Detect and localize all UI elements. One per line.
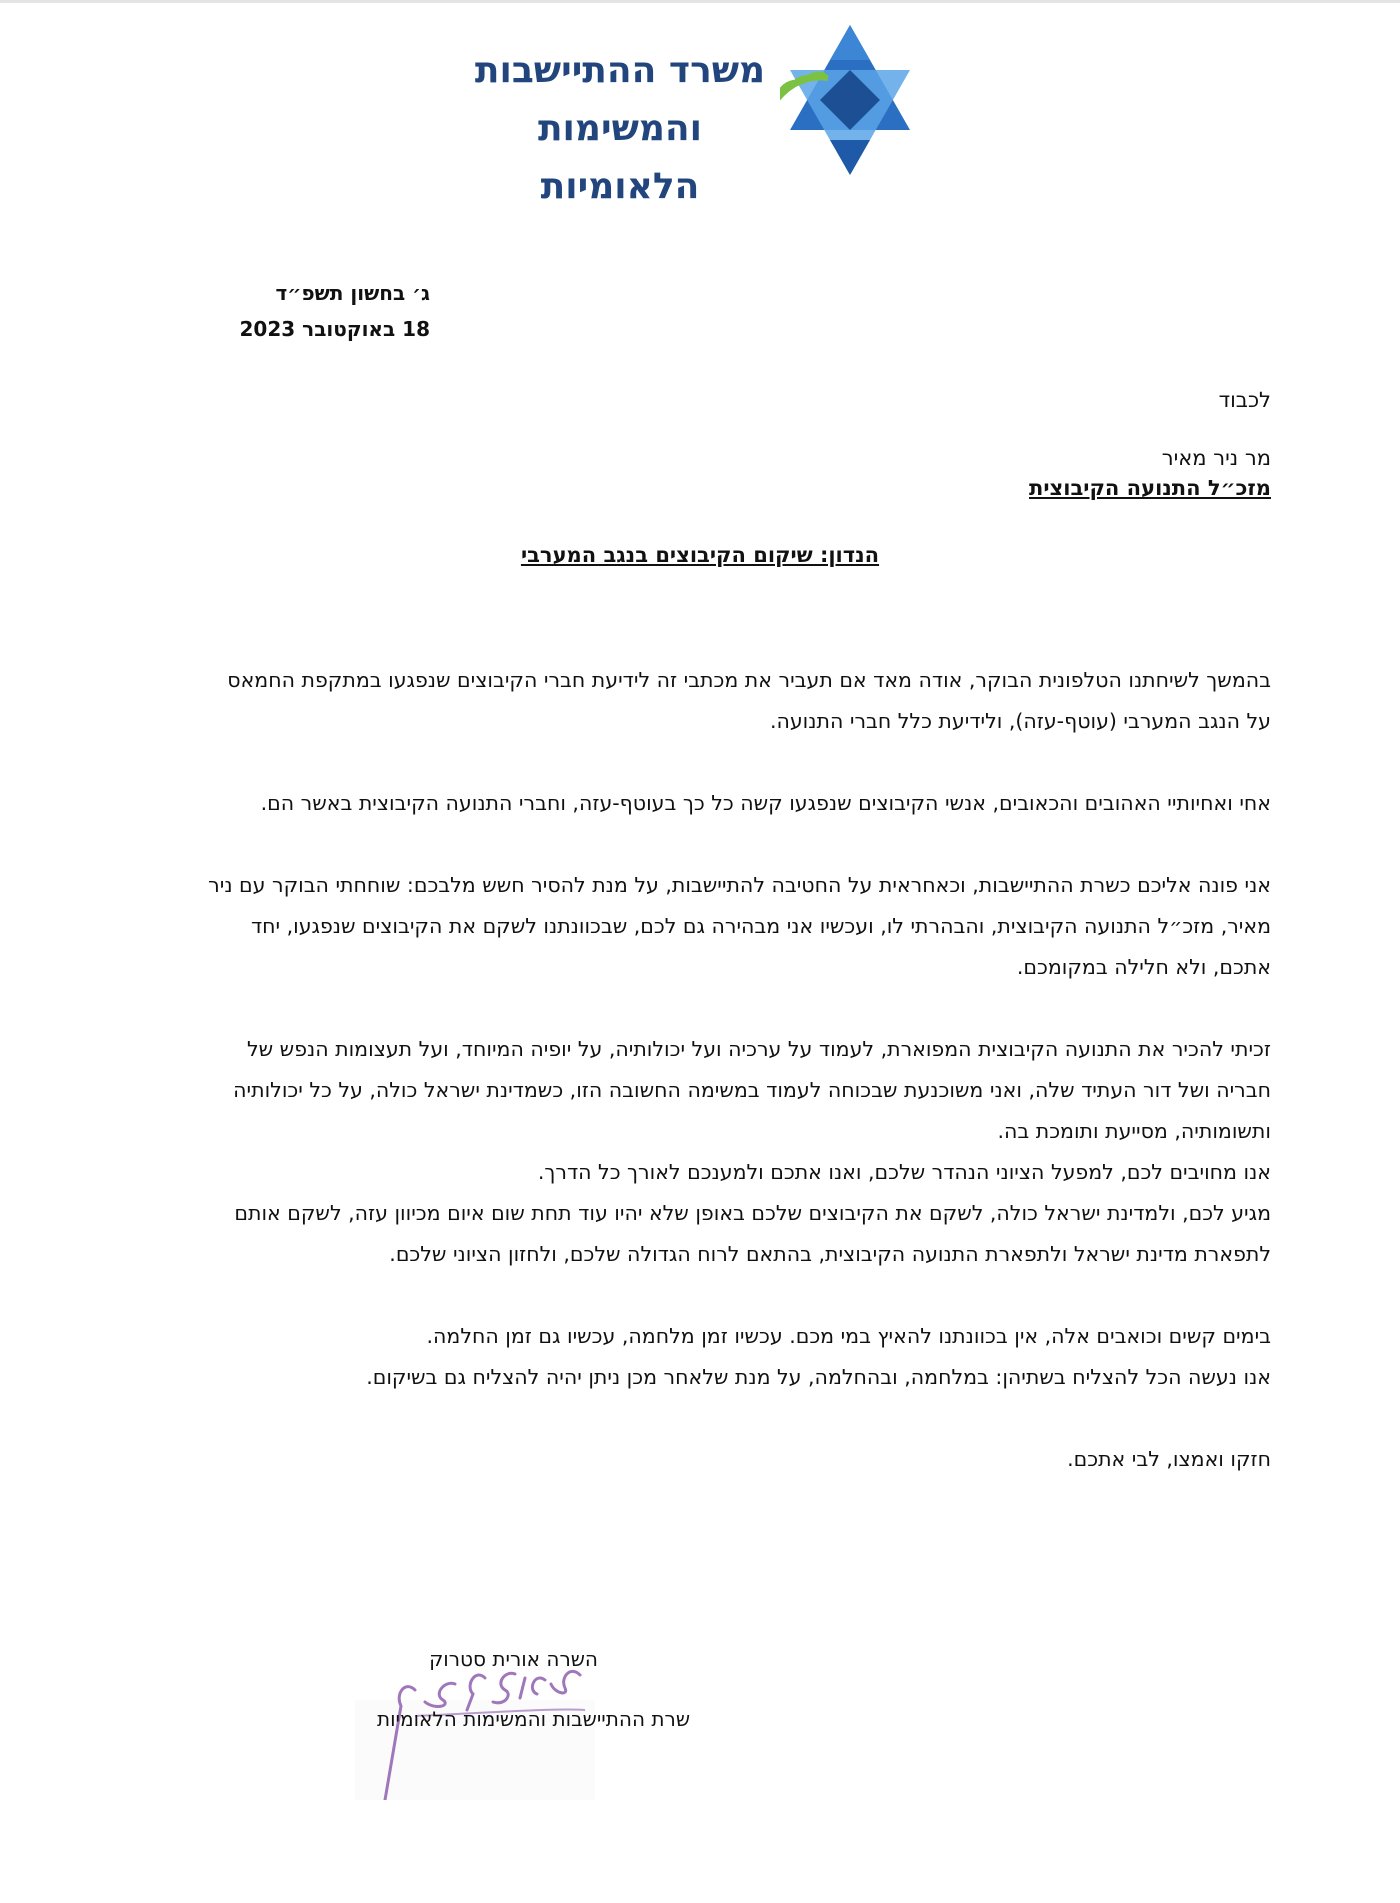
body-paragraph: אנו מחויבים לכם, למפעל הציוני הנהדר שלכם, ואנו אתכם ולמענכם לאורך כל הדרך. [537, 1160, 1271, 1184]
body-paragraph: אחי ואחיותיי האהובים והכאובים, אנשי הקיבוצים שנפגעו קשה כל כך בעוטף-עזה, וחברי התנועה הקיבוצית באשר הם. [260, 791, 1271, 815]
body-paragraph: זכיתי להכיר את התנועה הקיבוצית המפוארת, לעמוד על ערכיה ועל יכולותיה, על יופיה המיוחד, ועל תעצומות הנפש של חבריה ושל דור העתיד שלה, ואני משוכנעת שבכוחה לעמוד במשימה החשובה הזו, כשמדינת ישראל כולה, על כל יכולותיה ותשומותיה, מסייעת ותומכת בה. [233, 1037, 1271, 1143]
gregorian-date: 18 באוקטובר 2023 [239, 317, 430, 341]
body-paragraph: מגיע לכם, ולמדינת ישראל כולה, לשקם את הקיבוצים שלכם באופן שלא יהיו עוד תחת שום איום מכיוון עזה, לשקם אותם לתפארת מדינת ישראל ולתפארת התנועה הקיבוצית, בהתאם לרוח הגדולה שלכם, ולחזון הציוני שלכם. [234, 1201, 1271, 1266]
subject-line: הנדון: שיקום הקיבוצים בנגב המערבי [520, 543, 880, 567]
body-paragraph: אני פונה אליכם כשרת ההתיישבות, וכאחראית על החטיבה להתיישבות, על מנת להסיר חשש מלבכם: שוחחתי הבוקר עם ניר מאיר, מזכ״ל התנועה הקיבוצית, והבהרתי לו, ועכשיו אני מבהירה גם לכם, שבכוונתנו לשקם את הקיבוצים שנפגעו, יחד אתכם, ולא חלילה במקומכם. [208, 873, 1271, 979]
addressee-role: מזכ״ל התנועה הקיבוצית [1029, 476, 1271, 500]
addressee-name: מר ניר מאיר [1161, 446, 1271, 470]
letter-body [200, 660, 1271, 1521]
body-paragraph: בימים קשים וכואבים אלה, אין בכוונתנו להאיץ במי מכם. עכשיו זמן מלחמה, עכשיו גם זמן החלמה. [426, 1324, 1271, 1348]
letter-dates [160, 275, 430, 347]
signatory-title: שרת ההתיישבות והמשימות הלאומיות [376, 1707, 690, 1731]
ministry-name-line2: והמשימות הלאומיות [537, 108, 703, 207]
hebrew-date: ג׳ בחשון תשפ״ד [275, 281, 430, 305]
ministry-name [470, 42, 770, 216]
body-paragraph: אנו נעשה הכל להצליח בשתיהן: במלחמה, ובהחלמה, על מנת שלאחר מכן ניתן יהיה להצליח גם בשיקום. [366, 1365, 1271, 1389]
star-of-david-logo-icon [780, 20, 920, 180]
closing-line: חזקו ואמצו, לבי אתכם. [1067, 1447, 1271, 1471]
ministry-name-line1: משרד ההתיישבות [474, 50, 766, 91]
body-paragraph: בהמשך לשיחתנו הטלפונית הבוקר, אודה מאד אם תעביר את מכתבי זה לידיעת חברי הקיבוצים שנפגעו במתקפת החמאס על הנגב המערבי (עוטף-עזה), ולידיעת כלל חברי התנועה. [227, 668, 1271, 733]
salutation: לכבוד [1218, 388, 1271, 412]
signatory-name: השרה אורית סטרוק [429, 1647, 598, 1671]
top-divider [0, 0, 1400, 3]
